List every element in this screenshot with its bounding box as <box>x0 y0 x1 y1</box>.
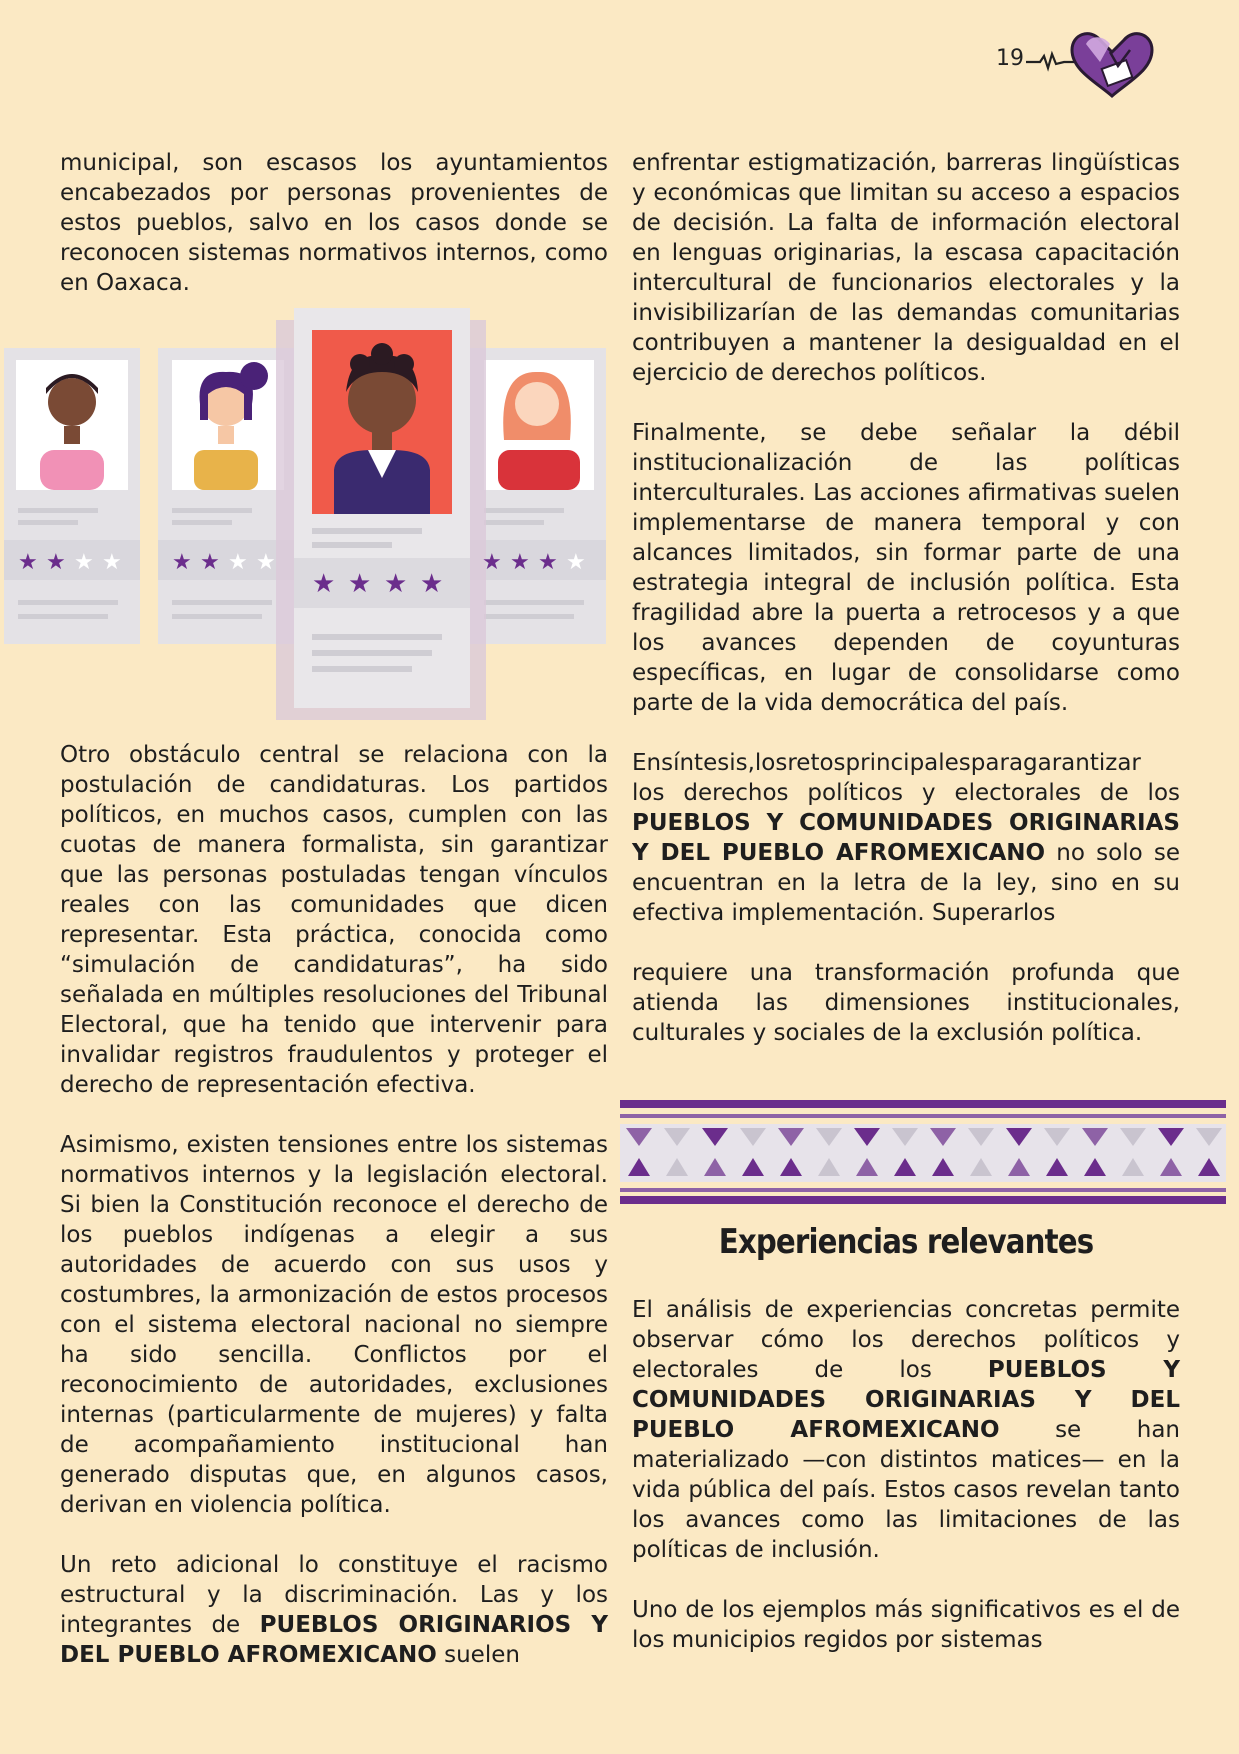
candidate-profiles-illustration <box>0 300 610 730</box>
woven-pattern-divider <box>620 1100 1226 1206</box>
svg-text:★: ★ <box>312 569 336 599</box>
candidate-card-featured <box>294 308 470 708</box>
bold-term: PUEBLOS Y COMUNIDADES ORIGINARIAS Y DEL PUEBLO AFROMEXICANO <box>632 810 1180 866</box>
svg-text:★: ★ <box>348 569 372 599</box>
page-number: 19 <box>996 46 1024 71</box>
svg-text:★: ★ <box>172 550 192 575</box>
svg-text:★: ★ <box>482 550 502 575</box>
svg-text:★: ★ <box>200 550 220 575</box>
candidate-card <box>158 348 294 644</box>
paragraph: Un reto adicional lo constituye el racismo estructural y la discriminación. Las y los integrantes de PUEBLOS ORIGINARIOS Y DEL PUEBLO AFROMEXICANO suelen <box>60 1552 609 1668</box>
heart-ballot-icon <box>1026 24 1178 102</box>
left-column-top <box>60 148 608 298</box>
paragraph: Asimismo, existen tensiones entre los sistemas normativos internos y la legislación electoral. Si bien la Constitución reconoce el derecho de los pueblos indígenas a elegir a sus autoridades de acuerdo con sus usos y costumbres, la armonización de estos procesos con el sistema electoral nacional no siempre ha sido sencilla. Conflictos por el reconocimiento de autoridades, exclusiones internas (particularmente de mujeres) y falta de acompañamiento institucional han generado disputas que, en algunos casos, derivan en violencia política. <box>60 1132 608 1518</box>
svg-text:★: ★ <box>510 550 530 575</box>
right-column-top <box>632 148 1180 1048</box>
left-column-bottom <box>60 740 608 1670</box>
svg-text:★: ★ <box>46 550 66 575</box>
candidate-card <box>470 348 606 644</box>
paragraph: Finalmente, se debe señalar la débil institucionalización de las políticas interculturales. Las acciones afirmativas suelen implementarse de manera temporal y con alcances limitados, sin formar parte de una estrategia integral de inclusión política. Esta fragilidad abre la puerta a retrocesos y a que los avances dependen de coyunturas específicas, en lugar de consolidarse como parte de la vida democrática del país. <box>632 420 1180 716</box>
candidate-card <box>4 348 140 644</box>
paragraph: Ensíntesis,losretosprincipalesparagarantizar los derechos políticos y electorales de los PUEBLOS Y COMUNIDADES ORIGINARIAS Y DEL PUEBLO AFROMEXICANO no solo se encuentran en la letra de la ley, sino en su efectiva implementación. Superarlos <box>632 750 1180 926</box>
paragraph: Uno de los ejemplos más significativos es el de los municipios regidos por sistemas <box>632 1597 1180 1653</box>
bold-term: PUEBLOS ORIGINARIOS Y DEL PUEBLO AFROMEXICANO <box>60 1612 609 1668</box>
svg-text:★: ★ <box>228 550 248 575</box>
paragraph: El análisis de experiencias concretas permite observar cómo los derechos políticos y electorales de los PUEBLOS Y COMUNIDADES ORIGINARIAS Y DEL PUEBLO AFROMEXICANO se han materializado —con distintos matices— en la vida pública del país. Estos casos revelan tanto los avances como las limitaciones de las políticas de inclusión. <box>632 1297 1180 1563</box>
paragraph: enfrentar estigmatización, barreras lingüísticas y económicas que limitan su acceso a espacios de decisión. La falta de información electoral en lenguas originarias, la escasa capacitación intercultural de funcionarios electorales y la invisibilizarían de las demandas comunitarias contribuyen a mantener la desigualdad en el ejercicio de derechos políticos. <box>632 150 1180 386</box>
svg-text:★: ★ <box>384 569 408 599</box>
svg-text:★: ★ <box>566 550 586 575</box>
svg-text:★: ★ <box>18 550 38 575</box>
paragraph: requiere una transformación profunda que atienda las dimensiones institucionales, culturales y sociales de la exclusión política. <box>632 960 1180 1046</box>
section-title: Experiencias relevantes <box>718 1222 1094 1262</box>
right-column-bottom <box>632 1295 1180 1655</box>
svg-text:★: ★ <box>74 550 94 575</box>
svg-text:★: ★ <box>256 550 276 575</box>
paragraph: municipal, son escasos los ayuntamientos encabezados por personas provenientes de estos pueblos, salvo en los casos donde se reconocen sistemas normativos internos, como en Oaxaca. <box>60 150 608 296</box>
bold-term: PUEBLOS Y COMUNIDADES ORIGINARIAS Y DEL PUEBLO AFROMEXICANO <box>632 1357 1180 1443</box>
svg-text:★: ★ <box>420 569 444 599</box>
svg-text:★: ★ <box>538 550 558 575</box>
paragraph: Otro obstáculo central se relaciona con la postulación de candidaturas. Los partidos políticos, en muchos casos, cumplen con las cuotas de manera formalista, sin garantizar que las personas postuladas tengan vínculos reales con las comunidades que dicen representar. Esta práctica, conocida como “simulación de candidaturas”, ha sido señalada en múltiples resoluciones del Tribunal Electoral, que ha tenido que intervenir para invalidar registros fraudulentos y proteger el derecho de representación efectiva. <box>60 742 608 1098</box>
svg-text:★: ★ <box>102 550 122 575</box>
